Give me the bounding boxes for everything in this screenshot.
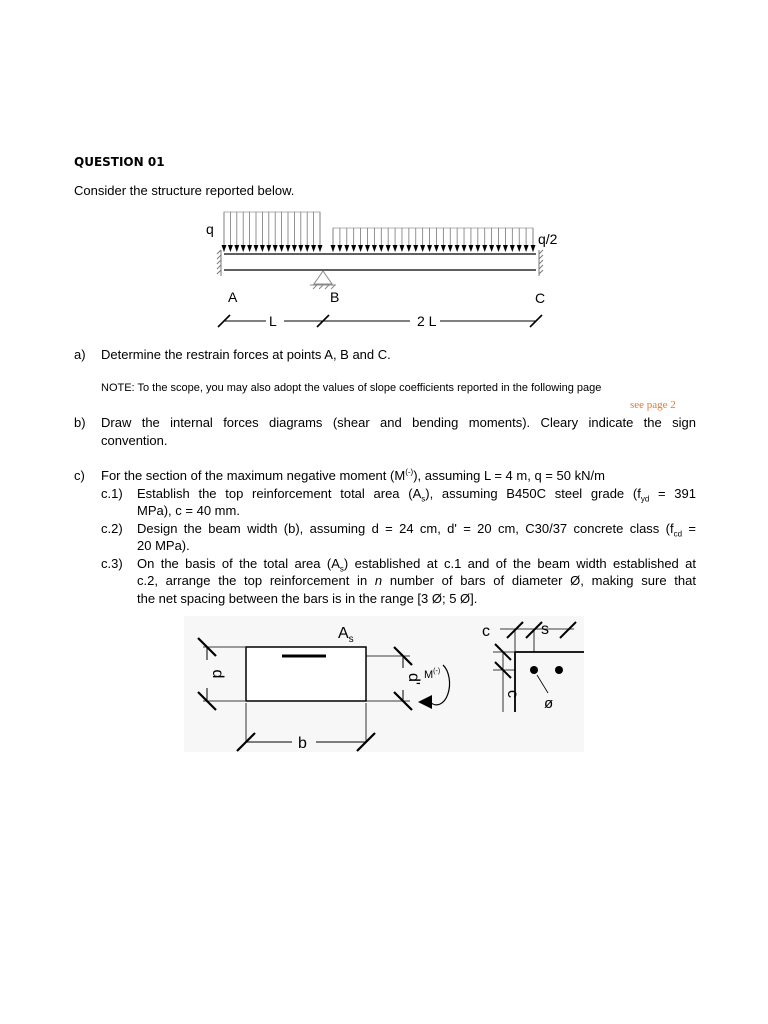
part-c-marker: c) [74,468,85,483]
phi-label: ø [544,695,554,712]
part-a-marker: a) [74,347,86,362]
part-c-intro: For the section of the maximum negative moment (M(-)), assuming L = 4 m, q = 50 kN/m [101,467,605,483]
load-left-label: q [206,221,214,237]
question-title: QUESTION 01 [74,155,165,169]
question-intro: Consider the structure reported below. [74,183,295,198]
c2-line2: 20 MPa). [137,538,190,553]
b-label: b [298,735,307,752]
rebar-1 [530,666,538,674]
as-label: $A_s$ [338,625,354,645]
load-right-label: q/2 [538,231,558,247]
c3-line2: c.2, arrange the top reinforcement in n number of bars of diameter Ø, making sure that [137,573,696,588]
span-ab-label: L [269,313,277,329]
span-bc-label: 2 L [417,313,437,329]
part-b-line1: Draw the internal forces diagrams (shear and bending moments). Cleary indicate the sign [101,415,696,430]
c3-line3: the net spacing between the bars is in the range [3 Ø; 5 Ø]. [137,591,478,606]
part-b-line2: convention. [101,433,168,448]
moment-label: M(-) [424,668,441,681]
c1-line2: MPa), c = 40 mm. [137,503,240,518]
point-b-label: B [330,289,340,305]
part-b-marker: b) [74,415,86,430]
c1-marker: c.1) [101,486,123,501]
dprime-label: d' [405,673,422,685]
c2-line1: Design the beam width (b), assuming d = 24 cm, d' = 20 cm, C30/37 concrete class ($f_{cd}$ = [137,521,696,539]
s-label: s [541,621,549,638]
c3-line1: On the basis of the total area $(A_s)$ established at c.1 and of the beam width established at [137,556,696,574]
rebar-2 [555,666,563,674]
c2-marker: c.2) [101,521,123,536]
part-a-text: Determine the restrain forces at points A, B and C. [101,347,391,362]
c-top-label: c [482,623,490,640]
part-a-note: NOTE: To the scope, you may also adopt the values of slope coefficients reported in the following page [101,382,602,394]
c-side-label: c [504,690,521,698]
c3-marker: c.3) [101,556,123,571]
d-label: d [209,669,226,679]
see-page-link[interactable]: see page 2 [630,399,676,411]
point-c-label: C [535,290,546,306]
c1-line1: Establish the top reinforcement total area $(A_s)$, assuming B450C steel grade ($f_{yd} = 391$ [137,486,696,504]
point-a-label: A [228,289,238,305]
